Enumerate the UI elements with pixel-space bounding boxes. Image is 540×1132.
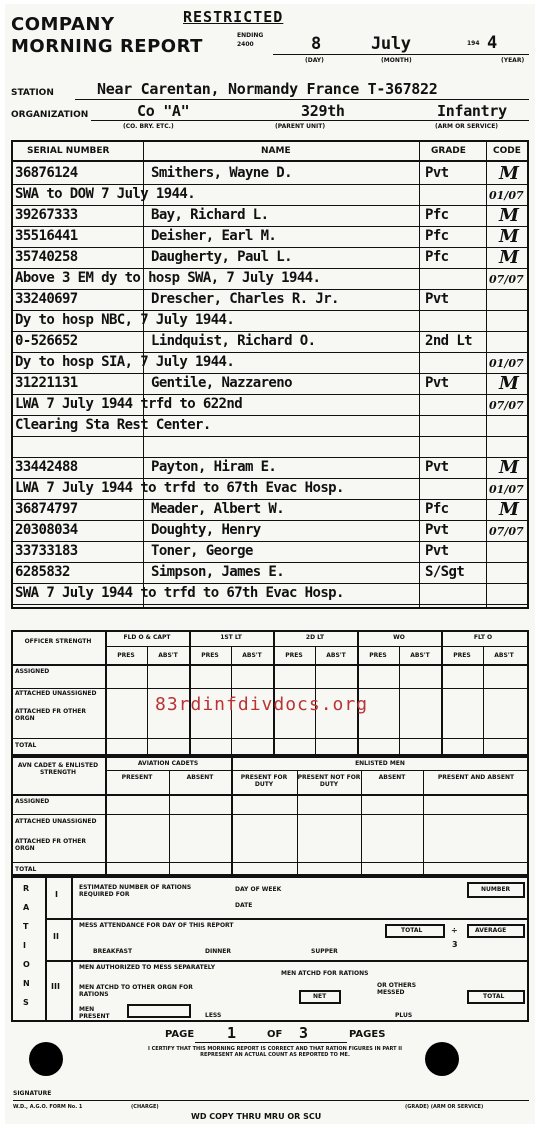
rations-day-of-week: DAY OF WEEK bbox=[235, 886, 282, 893]
officer-col-pres: PRES bbox=[453, 652, 471, 659]
officer-col-pres: PRES bbox=[201, 652, 219, 659]
officer-row-label: TOTAL bbox=[15, 742, 37, 749]
remark-row bbox=[5, 479, 535, 500]
rations-mess-attendance: MESS ATTENDANCE FOR DAY OF THIS REPORT bbox=[79, 922, 234, 929]
status-code: M bbox=[499, 163, 519, 184]
personnel-row bbox=[5, 332, 535, 353]
soldier-name: Lindquist, Richard O. bbox=[151, 333, 316, 349]
rations-side-letter: O bbox=[23, 960, 30, 969]
rations-side-letter: R bbox=[23, 884, 30, 893]
rations-side-letter: I bbox=[23, 941, 26, 950]
certification-text: I CERTIFY THAT THIS MORNING REPORT IS CORRECT AND THAT RATION FIGURES IN PART II REPRESENT AN ACTUAL COUNT AS REPORTED TO ME. bbox=[148, 1046, 402, 1058]
rations-divide: ÷ bbox=[451, 926, 458, 935]
arm-caption: (ARM OR SERVICE) bbox=[435, 123, 499, 130]
enlisted-col-label: PRESENT bbox=[121, 774, 153, 781]
personnel-row bbox=[5, 206, 535, 227]
rations-average: AVERAGE bbox=[475, 927, 507, 934]
soldier-name: Deisher, Earl M. bbox=[151, 228, 277, 244]
remark-row bbox=[5, 353, 535, 374]
station-value: Near Carentan, Normandy France T-367822 bbox=[97, 80, 438, 98]
enlisted-row-label: ASSIGNED bbox=[15, 798, 50, 805]
column-name: NAME bbox=[261, 146, 291, 156]
year-caption: (YEAR) bbox=[501, 57, 525, 64]
rations-side-letter: A bbox=[23, 903, 30, 912]
personnel-row bbox=[5, 227, 535, 248]
rations-or-others: OR OTHERS MESSED bbox=[377, 982, 417, 996]
signature-label: SIGNATURE bbox=[13, 1090, 52, 1097]
enlisted-col-label: ABSENT bbox=[378, 774, 406, 781]
status-code: M bbox=[499, 226, 519, 247]
officer-group-label: WO bbox=[393, 634, 405, 641]
officer-row-label: ASSIGNED bbox=[15, 668, 50, 675]
officer-col-abs: ABS'T bbox=[494, 652, 514, 659]
day-caption: (DAY) bbox=[305, 57, 324, 64]
serial-number: 36876124 bbox=[15, 165, 78, 181]
soldier-grade: Pfc bbox=[425, 207, 449, 223]
serial-number: 39267333 bbox=[15, 207, 78, 223]
page-label: PAGE bbox=[165, 1029, 195, 1040]
rations-estimated: ESTIMATED NUMBER OF RATIONS REQUIRED FOR bbox=[79, 884, 192, 898]
company-caption: (CO. BRY. ETC.) bbox=[123, 123, 174, 130]
status-code: 07/07 bbox=[489, 399, 524, 412]
remark-row bbox=[5, 395, 535, 416]
personnel-row bbox=[5, 542, 535, 563]
parent-caption: (PARENT UNIT) bbox=[275, 123, 326, 130]
officer-col-pres: PRES bbox=[285, 652, 303, 659]
grade-arm-caption: (GRADE) (ARM OR SERVICE) bbox=[405, 1104, 484, 1110]
officer-col-abs: ABS'T bbox=[326, 652, 346, 659]
rations-part-2: II bbox=[53, 932, 59, 941]
remark-row bbox=[5, 416, 535, 437]
personnel-row bbox=[5, 500, 535, 521]
status-code: M bbox=[499, 457, 519, 478]
year-suffix: 4 bbox=[487, 33, 497, 53]
rations-breakfast: BREAKFAST bbox=[93, 948, 133, 955]
organization-arm: Infantry bbox=[437, 102, 507, 120]
rations-part-1: I bbox=[55, 890, 58, 899]
remark-text: LWA 7 July 1944 trfd to 622nd bbox=[15, 396, 243, 412]
remark-row bbox=[5, 269, 535, 290]
serial-number: 20308034 bbox=[15, 522, 78, 538]
serial-number: 6285832 bbox=[15, 564, 70, 580]
rations-net: NET bbox=[313, 993, 327, 1000]
remark-text: SWA 7 July 1944 to trfd to 67th Evac Hosp. bbox=[15, 585, 344, 601]
officer-row-label: ATTACHED UNASSIGNED bbox=[15, 690, 97, 697]
rations-divisor: 3 bbox=[452, 940, 458, 949]
column-serial: SERIAL NUMBER bbox=[27, 146, 110, 156]
remark-row bbox=[5, 311, 535, 332]
soldier-grade: Pfc bbox=[425, 228, 449, 244]
soldier-name: Doughty, Henry bbox=[151, 522, 261, 538]
form-number: W.D., A.G.O. FORM No. 1 bbox=[13, 1104, 83, 1110]
serial-number: 0-526652 bbox=[15, 333, 78, 349]
rations-atchd-other: MEN ATCHD TO OTHER ORGN FOR RATIONS bbox=[79, 984, 193, 998]
officer-col-pres: PRES bbox=[369, 652, 387, 659]
soldier-name: Bay, Richard L. bbox=[151, 207, 269, 223]
remark-text: Clearing Sta Rest Center. bbox=[15, 417, 211, 433]
status-code: 01/07 bbox=[489, 357, 524, 370]
enlisted-men-label: ENLISTED MEN bbox=[355, 760, 405, 767]
soldier-grade: Pvt bbox=[425, 459, 449, 475]
personnel-row bbox=[5, 164, 535, 185]
rations-side-letter: T bbox=[23, 922, 29, 931]
rations-total-2: TOTAL bbox=[483, 993, 505, 1000]
of-label: OF bbox=[267, 1029, 283, 1040]
remark-text: LWA 7 July 1944 to trfd to 67th Evac Hosp. bbox=[15, 480, 344, 496]
soldier-name: Toner, George bbox=[151, 543, 253, 559]
personnel-row bbox=[5, 458, 535, 479]
rations-part-3: III bbox=[51, 982, 60, 991]
officer-group-label: FLT O bbox=[473, 634, 493, 641]
report-month: July bbox=[371, 34, 411, 54]
status-code: 07/07 bbox=[489, 525, 524, 538]
rations-side-letter: N bbox=[23, 979, 30, 988]
enlisted-row-label: ATTACHED UNASSIGNED bbox=[15, 818, 97, 825]
serial-number: 33240697 bbox=[15, 291, 78, 307]
soldier-name: Simpson, James E. bbox=[151, 564, 285, 580]
rations-total: TOTAL bbox=[401, 927, 423, 934]
rations-dinner: DINNER bbox=[205, 948, 231, 955]
officer-row-label: ATTACHED FR OTHER ORGN bbox=[15, 708, 87, 722]
remark-text: Above 3 EM dy to hosp SWA, 7 July 1944. bbox=[15, 270, 321, 286]
month-caption: (MONTH) bbox=[381, 57, 412, 64]
serial-number: 33733183 bbox=[15, 543, 78, 559]
morning-report-form bbox=[5, 4, 535, 1124]
serial-number: 31221131 bbox=[15, 375, 78, 391]
soldier-grade: Pfc bbox=[425, 249, 449, 265]
officer-col-abs: ABS'T bbox=[158, 652, 178, 659]
rations-number: NUMBER bbox=[481, 886, 511, 893]
soldier-name: Gentile, Nazzareno bbox=[151, 375, 292, 391]
officer-group-label: 2D LT bbox=[305, 634, 325, 641]
pages-label: PAGES bbox=[349, 1029, 386, 1040]
enlisted-col-label: PRESENT NOT FOR DUTY bbox=[297, 774, 361, 788]
rations-supper: SUPPER bbox=[311, 948, 338, 955]
aviation-cadets-label: AVIATION CADETS bbox=[137, 760, 199, 767]
organization-label: ORGANIZATION bbox=[11, 110, 89, 120]
rations-atchd-rations: MEN ATCHD FOR RATIONS bbox=[281, 970, 369, 977]
soldier-name: Meader, Albert W. bbox=[151, 501, 285, 517]
soldier-grade: Pvt bbox=[425, 165, 449, 181]
enlisted-row-label: ATTACHED FR OTHER ORGN bbox=[15, 838, 87, 852]
remark-row bbox=[5, 185, 535, 206]
personnel-row bbox=[5, 563, 535, 584]
year-prefix: 194 bbox=[467, 40, 480, 47]
enlisted-row-label: TOTAL bbox=[15, 866, 37, 873]
remark-text: SWA to DOW 7 July 1944. bbox=[15, 186, 196, 202]
rations-date: DATE bbox=[235, 902, 253, 909]
officer-col-pres: PRES bbox=[117, 652, 135, 659]
restricted-stamp: RESTRICTED bbox=[183, 8, 284, 26]
remark-row bbox=[5, 437, 535, 458]
soldier-name: Drescher, Charles R. Jr. bbox=[151, 291, 339, 307]
page-total: 3 bbox=[299, 1024, 308, 1042]
soldier-grade: Pvt bbox=[425, 375, 449, 391]
punch-hole-right bbox=[425, 1042, 459, 1076]
officer-group-label: 1ST LT bbox=[220, 634, 242, 641]
column-grade: GRADE bbox=[431, 146, 466, 156]
soldier-grade: Pvt bbox=[425, 291, 449, 307]
organization-parent: 329th bbox=[301, 102, 345, 120]
officer-col-abs: ABS'T bbox=[410, 652, 430, 659]
soldier-grade: Pvt bbox=[425, 522, 449, 538]
rations-authorized: MEN AUTHORIZED TO MESS SEPARATELY bbox=[79, 964, 216, 971]
form-title-report: MORNING REPORT bbox=[11, 36, 203, 57]
status-code: M bbox=[499, 247, 519, 268]
officer-group-label: FLD O & CAPT bbox=[123, 634, 171, 641]
soldier-grade: S/Sgt bbox=[425, 564, 465, 580]
status-code: M bbox=[499, 373, 519, 394]
personnel-row bbox=[5, 290, 535, 311]
report-day: 8 bbox=[311, 34, 321, 54]
serial-number: 35516441 bbox=[15, 228, 78, 244]
status-code: 01/07 bbox=[489, 483, 524, 496]
serial-number: 33442488 bbox=[15, 459, 78, 475]
enlisted-col-label: PRESENT AND ABSENT bbox=[437, 774, 515, 781]
personnel-row bbox=[5, 374, 535, 395]
soldier-grade: 2nd Lt bbox=[425, 333, 472, 349]
officer-col-abs: ABS'T bbox=[242, 652, 262, 659]
enlisted-col-label: ABSENT bbox=[186, 774, 214, 781]
column-code: CODE bbox=[493, 146, 521, 156]
watermark: 83rdinfdivdocs.org bbox=[155, 694, 369, 715]
soldier-name: Payton, Hiram E. bbox=[151, 459, 277, 475]
officer-strength-title: OFFICER STRENGTH bbox=[24, 638, 92, 645]
page-number: 1 bbox=[227, 1024, 236, 1042]
soldier-name: Smithers, Wayne D. bbox=[151, 165, 292, 181]
status-code: M bbox=[499, 205, 519, 226]
enlisted-strength-title: AVN CADET & ENLISTED STRENGTH bbox=[17, 762, 99, 776]
form-title-company: COMPANY bbox=[11, 14, 115, 35]
copy-routing: WD COPY THRU MRU OR SCU bbox=[191, 1112, 322, 1121]
soldier-name: Daugherty, Paul L. bbox=[151, 249, 292, 265]
status-code: 01/07 bbox=[489, 189, 524, 202]
organization-company: Co "A" bbox=[137, 102, 190, 120]
status-code: 07/07 bbox=[489, 273, 524, 286]
personnel-row bbox=[5, 521, 535, 542]
rations-plus: PLUS bbox=[395, 1012, 413, 1019]
serial-number: 36874797 bbox=[15, 501, 78, 517]
station-label: STATION bbox=[11, 88, 54, 98]
rations-less: LESS bbox=[205, 1012, 222, 1019]
soldier-grade: Pvt bbox=[425, 543, 449, 559]
remark-text: Dy to hosp SIA, 7 July 1944. bbox=[15, 354, 235, 370]
charge-caption: (CHARGE) bbox=[131, 1104, 159, 1110]
enlisted-col-label: PRESENT FOR DUTY bbox=[240, 774, 288, 788]
rations-men-present: MEN PRESENT bbox=[79, 1006, 110, 1020]
remark-text: Dy to hosp NBC, 7 July 1944. bbox=[15, 312, 235, 328]
punch-hole-left bbox=[29, 1042, 63, 1076]
remark-row bbox=[5, 584, 535, 605]
personnel-row bbox=[5, 248, 535, 269]
serial-number: 35740258 bbox=[15, 249, 78, 265]
ending-label: ENDING bbox=[237, 32, 264, 39]
rations-side-letter: S bbox=[23, 998, 29, 1007]
status-code: M bbox=[499, 499, 519, 520]
soldier-grade: Pfc bbox=[425, 501, 449, 517]
ending-time: 2400 bbox=[237, 41, 254, 48]
